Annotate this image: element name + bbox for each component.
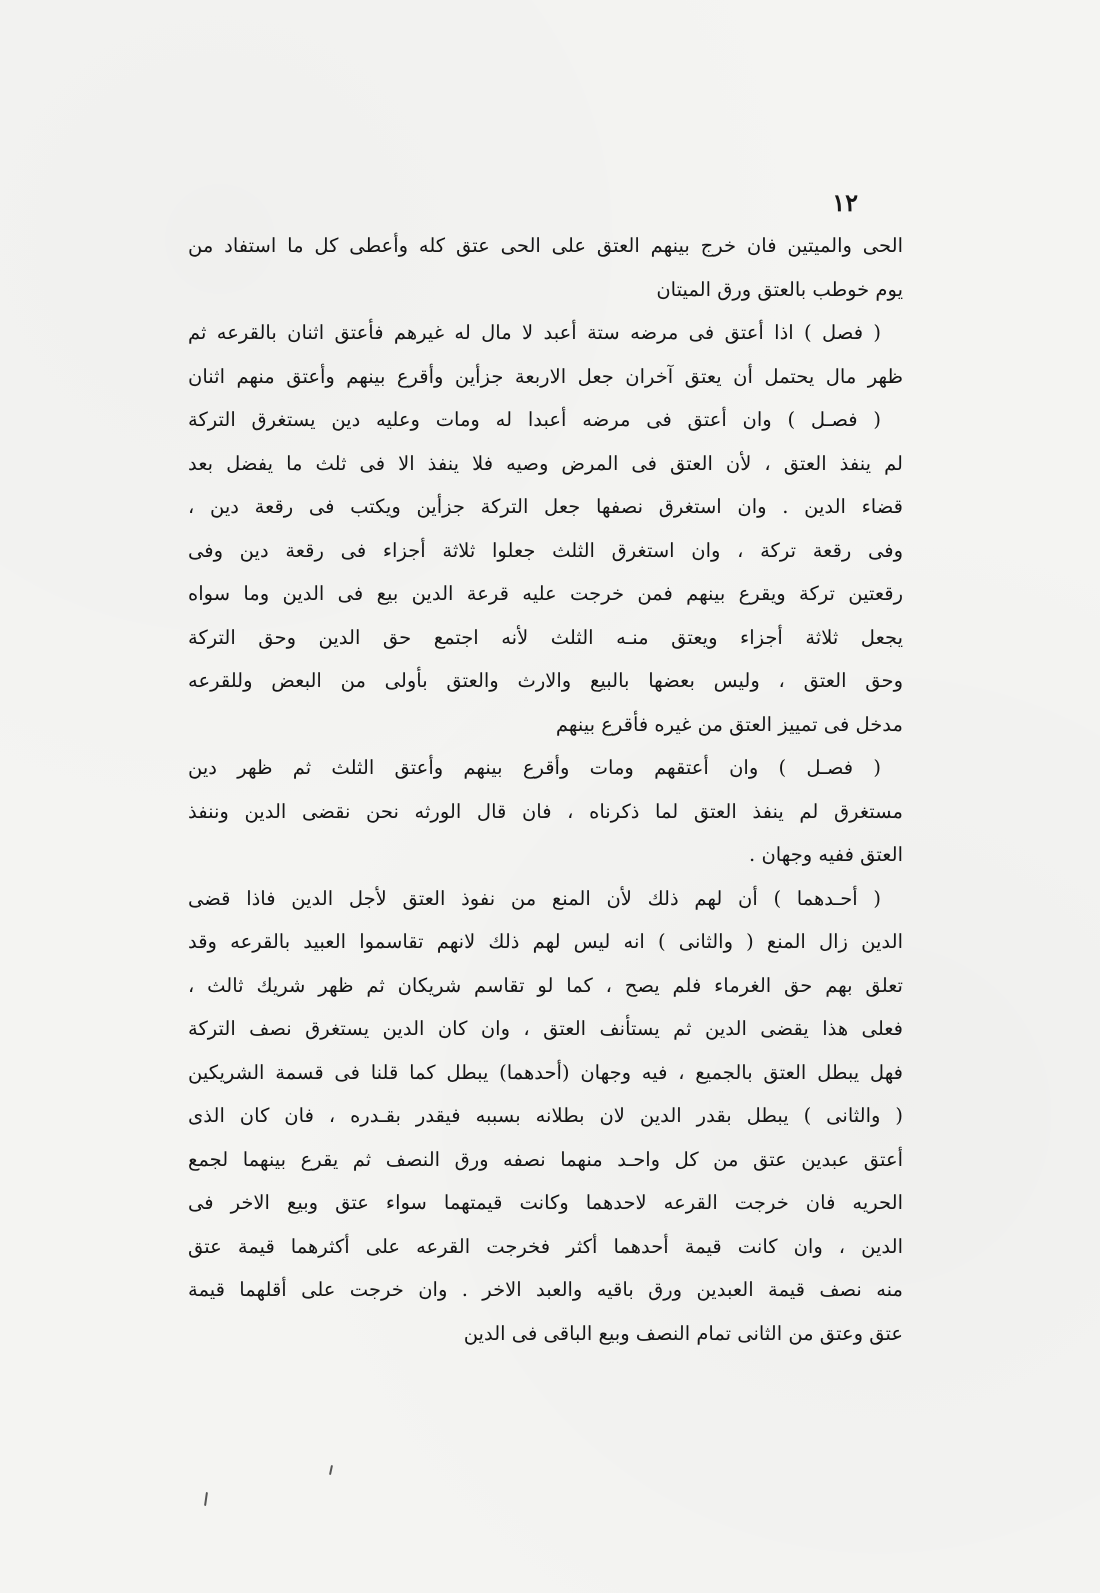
text-line: العتق ففيه وجهان . (749, 843, 903, 866)
text-line: الحى والميتين فان خرج بينهم العتق على الحى عتق كله وأعطى كل ما استفاد من (188, 234, 903, 257)
text-line: ( أحـدهما ) أن لهم ذلك لأن المنع من نفوذ العتق لأجل الدين فاذا قضى (188, 886, 881, 910)
text-line: مدخل فى تمييز العتق من غيره فأقرع بينهم (555, 712, 903, 736)
text-line: الدين زال المنع ( والثانى ) انه ليس لهم ذلك لانهم تقاسموا العبيد بالقرعه وقد (188, 930, 903, 953)
scan-speck (204, 1492, 208, 1506)
text-line: مستغرق لم ينفذ العتق لما ذكرناه ، فان قال الورثه نحن نقضى الدين وننفذ (188, 799, 903, 823)
text-line: عتق وعتق من الثانى تمام النصف وبيع الباقى فى الدين (463, 1321, 903, 1345)
text-line: فعلى هذا يقضى الدين ثم يستأنف العتق ، وان كان الدين يستغرق نصف التركة (188, 1017, 903, 1040)
text-line: يوم خوطب بالعتق ورق الميتان (656, 277, 903, 301)
text-line: تعلق بهم حق الغرماء فلم يصح ، كما لو تقاسم شريكان ثم ظهر شريك ثالث ، (188, 973, 903, 997)
text-line: ظهر مال يحتمل أن يعتق آخران جعل الاربعة جزأين وأقرع بينهم وأعتق منهم اثنان (188, 364, 903, 388)
text-line: الدين ، وان كانت قيمة أحدهما أكثر فخرجت القرعه على أكثرهما قيمة عتق (188, 1234, 903, 1258)
text-line: ( والثانى ) يبطل بقدر الدين لان بطلانه بسببه فيقدر بقـدره ، فان كان الذى (188, 1104, 903, 1127)
text-line: منه نصف قيمة العبدين ورق باقيه والعبد الاخر . وان خرجت على أقلهما قيمة (188, 1278, 903, 1301)
text-line: قضاء الدين . وان استغرق نصفها جعل التركة جزأين ويكتب فى رقعة دين ، (188, 495, 903, 518)
text-line: أعتق عبدين عتق من كل واحـد منهما نصفه ورق النصف ثم يقرع بينهما لجمع (188, 1147, 903, 1171)
text-line: وفى رقعة تركة ، وان استغرق الثلث جعلوا ثلاثة أجزاء فى رقعة دين وفى (188, 538, 903, 562)
text-line: ( فصـل ) وان أعتق فى مرضه أعبدا له ومات وعليه دين يستغرق التركة (188, 408, 881, 431)
page-number: ١٢ (832, 188, 858, 217)
text-line: يجعل ثلاثة أجزاء ويعتق منـه الثلث لأنه اجتمع حق الدين وحق التركة (188, 625, 903, 649)
text-line: رقعتين تركة ويقرع بينهم فمن خرجت عليه قرعة الدين بيع فى الدين وما سواه (188, 582, 903, 605)
text-line: ( فصل ) اذا أعتق فى مرضه ستة أعبد لا مال له غيرهم فأعتق اثنان بالقرعه ثم (188, 321, 881, 344)
text-line: فهل يبطل العتق بالجميع ، فيه وجهان (أحدهما) يبطل كما قلنا فى قسمة الشريكين (188, 1060, 903, 1084)
text-line: وحق العتق ، وليس بعضها بالبيع والارث والعتق بأولى من البعض وللقرعه (188, 669, 903, 692)
body-text (188, 224, 903, 1355)
scan-speck (329, 1465, 333, 1475)
text-line: الحريه فان خرجت القرعه لاحدهما وكانت قيمتهما سواء عتق وبيع الاخر فى (188, 1191, 903, 1214)
text-line: لم ينفذ العتق ، لأن العتق فى المرض وصيه فلا ينفذ الا فى ثلث ما يفضل بعد (188, 451, 903, 475)
text-line: ( فصـل ) وان أعتقهم ومات وأقرع بينهم وأعتق الثلث ثم ظهر دين (188, 756, 881, 779)
